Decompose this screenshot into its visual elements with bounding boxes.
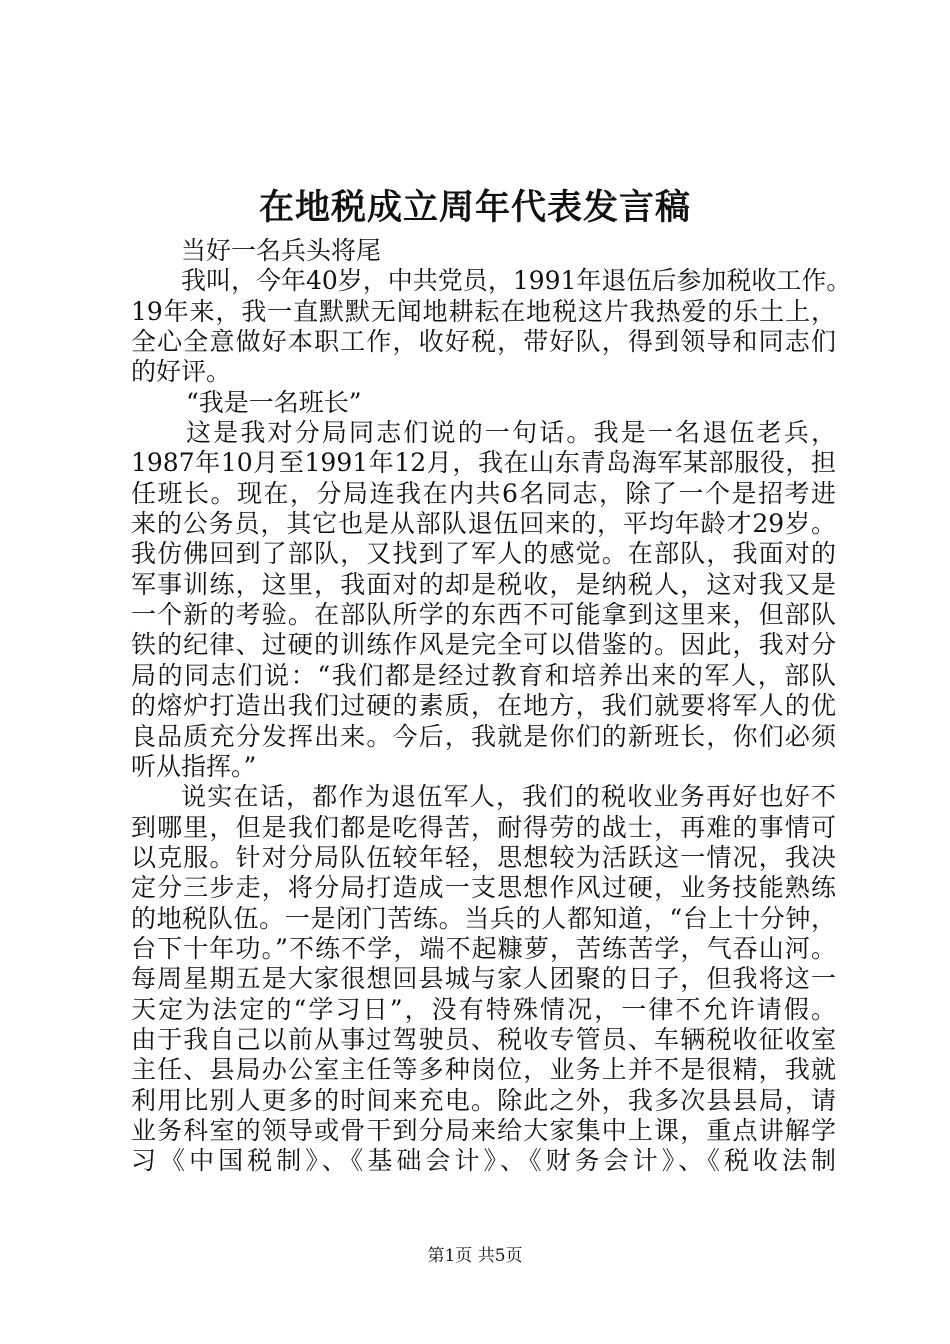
body-line: 利用比别人更多的时间来充电。除此之外，我多次县县局，请 — [131, 1085, 836, 1115]
subheading-line: 当好一名兵头将尾 — [181, 236, 382, 265]
body-line: 军事训练，这里，我面对的却是税收，是纳税人，这对我又是 — [131, 569, 836, 599]
page-number-footer: 第1页 共5页 — [427, 1246, 523, 1266]
body-line: 19年来，我一直默默无闻地耕耘在地税这片我热爱的乐土上， — [131, 296, 836, 326]
document-body — [131, 236, 852, 1177]
body-line: 我叫，今年40岁，中共党员，1991年退伍后参加税收工作。 — [181, 266, 852, 296]
body-line: 台下十年功。”不练不学，端不起糠萝，苦练苦学，气吞山河。 — [131, 933, 836, 963]
body-line: 业务科室的领导或骨干到分局来给大家集中上课，重点讲解学 — [131, 1115, 836, 1145]
body-line: 全心全意做好本职工作，收好税，带好队，得到领导和同志们 — [131, 327, 836, 357]
body-line: 由于我自己以前从事过驾驶员、税收专管员、车辆税收征收室 — [131, 1024, 836, 1054]
body-line: 的好评。 — [131, 357, 232, 387]
body-line: 铁的纪律、过硬的训练作风是完全可以借鉴的。因此，我对分 — [131, 630, 836, 660]
body-line: 习《中国税制》、《基础会计》、《财务会计》、《税收法制 — [131, 1146, 836, 1176]
body-line: 主任、县局办公室主任等多种岗位，业务上并不是很精，我就 — [131, 1055, 836, 1085]
document-title: 在地税成立周年代表发言稿 — [258, 187, 691, 228]
body-line: 一个新的考验。在部队所学的东西不可能拿到这里来，但部队 — [131, 600, 836, 630]
body-line: 我仿佛回到了部队，又找到了军人的感觉。在部队，我面对的 — [131, 539, 836, 569]
body-line: 听从指挥。” — [131, 751, 257, 781]
body-line: 每周星期五是大家很想回县城与家人团聚的日子，但我将这一 — [131, 964, 836, 994]
body-line: 局的同志们说：“我们都是经过教育和培养出来的军人，部队 — [131, 660, 836, 690]
body-line: 良品质充分发挥出来。今后，我就是你们的新班长，你们必须 — [131, 721, 836, 751]
body-line: 定分三步走，将分局打造成一支思想作风过硬，业务技能熟练 — [131, 873, 836, 903]
body-line: 任班长。现在，分局连我在内共6名同志，除了一个是招考进 — [131, 478, 836, 508]
body-line: 的熔炉打造出我们过硬的素质，在地方，我们就要将军人的优 — [131, 691, 836, 721]
body-line: 来的公务员，其它也是从部队退伍回来的，平均年龄才29岁。 — [131, 509, 836, 539]
body-line: 说实在话，都作为退伍军人，我们的税收业务再好也好不 — [181, 782, 836, 812]
body-line: 天定为法定的“学习日”，没有特殊情况，一律不允许请假。 — [131, 994, 836, 1024]
body-line: 这是我对分局同志们说的一句话。我是一名退伍老兵， — [186, 418, 836, 448]
body-line: 1987年10月至1991年12月，我在山东青岛海军某部服役，担 — [131, 448, 836, 478]
body-line: 到哪里，但是我们都是吃得苦，耐得劳的战士，再难的事情可 — [131, 812, 836, 842]
body-line: 的地税队伍。一是闭门苦练。当兵的人都知道，“台上十分钟， — [131, 903, 836, 933]
subheading-line: “我是一名班长” — [186, 387, 362, 417]
body-line: 以克服。针对分局队伍较年轻，思想较为活跃这一情况，我决 — [131, 842, 836, 872]
